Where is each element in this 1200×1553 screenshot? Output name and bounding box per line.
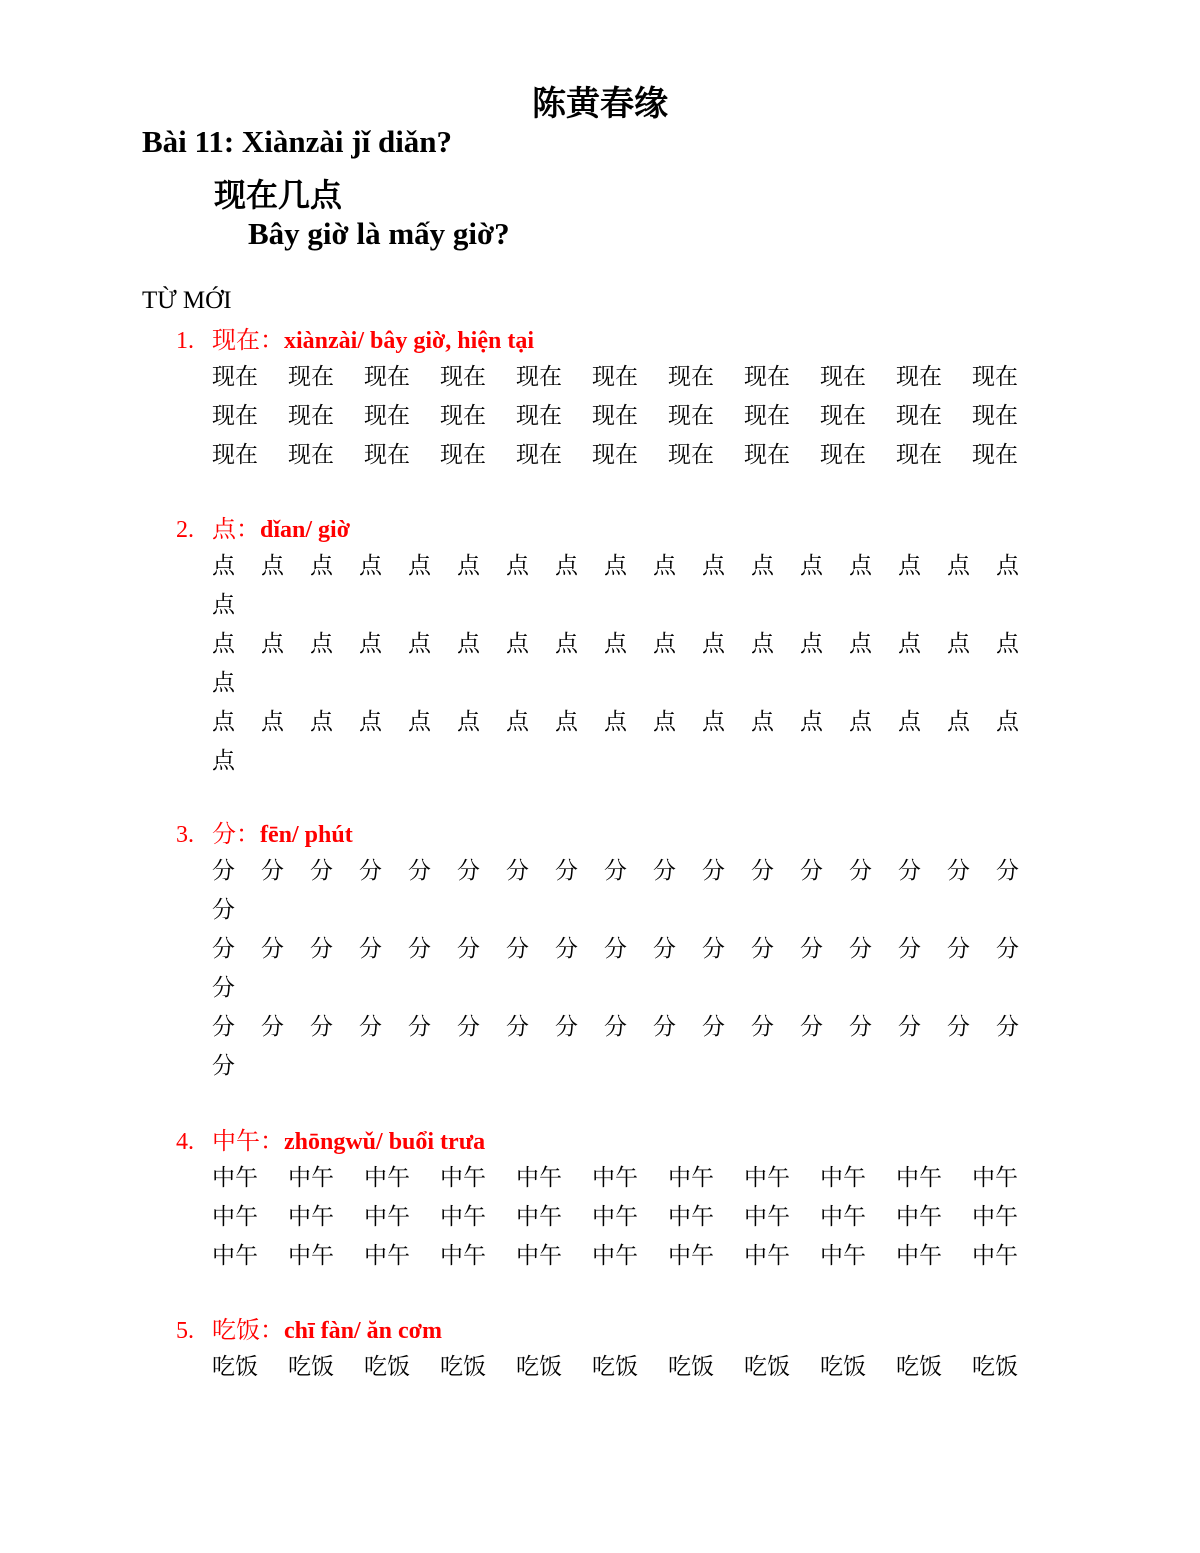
practice-character: 现在	[744, 364, 790, 390]
practice-character: 分	[261, 858, 284, 884]
practice-row	[212, 436, 1032, 475]
practice-character: 分	[212, 897, 235, 923]
practice-character: 吃饭	[972, 1354, 1018, 1380]
practice-row	[212, 358, 1032, 397]
vocab-gloss: zhōngwǔ/ buổi trưa	[284, 1129, 486, 1155]
practice-character: 分	[849, 1014, 872, 1040]
practice-row	[212, 547, 1032, 586]
practice-character: 分	[947, 858, 970, 884]
practice-character: 分	[555, 936, 578, 962]
practice-character: 分	[653, 1014, 676, 1040]
vocab-number: 1.	[176, 328, 194, 354]
practice-character: 分	[212, 858, 235, 884]
practice-character: 点	[212, 748, 235, 774]
practice-character: 中午	[668, 1165, 714, 1191]
practice-character: 点	[408, 553, 431, 579]
practice-character: 现在	[668, 442, 714, 468]
practice-character: 中午	[364, 1204, 410, 1230]
practice-row	[212, 1348, 1032, 1387]
practice-character: 点	[310, 631, 333, 657]
practice-grid	[212, 1159, 1032, 1276]
practice-character: 现在	[820, 364, 866, 390]
practice-character: 中午	[288, 1165, 334, 1191]
practice-character: 分	[947, 936, 970, 962]
practice-row	[212, 1047, 1032, 1086]
practice-character: 分	[702, 936, 725, 962]
practice-character: 分	[261, 1014, 284, 1040]
practice-character: 点	[261, 631, 284, 657]
practice-character: 分	[996, 936, 1019, 962]
practice-row	[212, 1159, 1032, 1198]
practice-character: 现在	[288, 403, 334, 429]
practice-character: 吃饭	[364, 1354, 410, 1380]
practice-character: 点	[849, 553, 872, 579]
practice-character: 现在	[364, 364, 410, 390]
practice-character: 分	[310, 858, 333, 884]
vocab-item	[176, 1123, 1032, 1276]
practice-character: 点	[261, 553, 284, 579]
practice-character: 分	[457, 936, 480, 962]
practice-character: 分	[457, 1014, 480, 1040]
practice-character: 点	[457, 709, 480, 735]
practice-character: 点	[212, 592, 235, 618]
practice-character: 现在	[896, 364, 942, 390]
practice-character: 现在	[288, 442, 334, 468]
practice-character: 现在	[212, 364, 258, 390]
vocab-hanzi: 吃饭：	[212, 1316, 284, 1344]
practice-character: 分	[800, 858, 823, 884]
vocab-number: 5.	[176, 1318, 194, 1344]
practice-character: 中午	[668, 1243, 714, 1269]
lesson-title: Bài 11: Xiànzài jǐ diǎn?	[142, 124, 453, 159]
practice-character: 点	[898, 631, 921, 657]
practice-character: 分	[702, 1014, 725, 1040]
practice-character: 分	[996, 858, 1019, 884]
practice-character: 点	[800, 631, 823, 657]
vocab-hanzi: 分：	[212, 820, 260, 848]
practice-character: 现在	[972, 442, 1018, 468]
practice-character: 现在	[212, 403, 258, 429]
practice-character: 点	[359, 631, 382, 657]
practice-row	[212, 397, 1032, 436]
practice-character: 中午	[972, 1243, 1018, 1269]
practice-character: 分	[947, 1014, 970, 1040]
practice-character: 现在	[516, 364, 562, 390]
practice-character: 分	[996, 1014, 1019, 1040]
practice-character: 现在	[820, 442, 866, 468]
practice-character: 点	[408, 631, 431, 657]
practice-row	[212, 742, 1032, 781]
practice-grid	[212, 852, 1032, 1086]
practice-row	[212, 586, 1032, 625]
practice-character: 点	[849, 709, 872, 735]
practice-character: 点	[849, 631, 872, 657]
practice-row	[212, 1237, 1032, 1276]
practice-character: 吃饭	[668, 1354, 714, 1380]
practice-character: 中午	[212, 1165, 258, 1191]
practice-character: 点	[996, 631, 1019, 657]
practice-character: 分	[702, 858, 725, 884]
vocab-number: 3.	[176, 822, 194, 848]
practice-character: 中午	[516, 1204, 562, 1230]
vocab-item	[176, 322, 1032, 475]
practice-character: 点	[653, 631, 676, 657]
practice-character: 中午	[744, 1165, 790, 1191]
practice-character: 现在	[212, 442, 258, 468]
practice-character: 现在	[440, 442, 486, 468]
vocab-item	[176, 816, 1032, 1086]
practice-character: 点	[653, 553, 676, 579]
practice-character: 现在	[668, 403, 714, 429]
practice-character: 分	[898, 936, 921, 962]
practice-row	[212, 930, 1032, 969]
practice-character: 分	[506, 936, 529, 962]
practice-grid	[212, 358, 1032, 475]
practice-character: 现在	[516, 442, 562, 468]
vocab-gloss: chī fàn/ ăn cơm	[284, 1318, 442, 1344]
practice-character: 点	[359, 553, 382, 579]
vocab-hanzi: 中午：	[212, 1127, 284, 1155]
practice-character: 分	[408, 936, 431, 962]
practice-row	[212, 664, 1032, 703]
practice-character: 中午	[212, 1204, 258, 1230]
practice-character: 点	[212, 670, 235, 696]
vocab-hanzi: 点：	[212, 515, 260, 543]
practice-character: 中午	[896, 1165, 942, 1191]
practice-character: 点	[261, 709, 284, 735]
practice-character: 分	[359, 1014, 382, 1040]
practice-character: 中午	[820, 1204, 866, 1230]
practice-character: 中午	[896, 1243, 942, 1269]
practice-character: 分	[359, 858, 382, 884]
practice-character: 中午	[972, 1204, 1018, 1230]
practice-character: 点	[604, 631, 627, 657]
practice-character: 分	[849, 936, 872, 962]
practice-character: 分	[653, 858, 676, 884]
practice-character: 现在	[440, 403, 486, 429]
practice-character: 吃饭	[440, 1354, 486, 1380]
practice-character: 点	[212, 553, 235, 579]
practice-character: 点	[996, 709, 1019, 735]
practice-character: 分	[604, 936, 627, 962]
practice-character: 点	[702, 709, 725, 735]
practice-character: 分	[800, 1014, 823, 1040]
practice-character: 分	[800, 936, 823, 962]
practice-character: 点	[947, 709, 970, 735]
practice-character: 分	[604, 1014, 627, 1040]
practice-character: 点	[506, 553, 529, 579]
practice-character: 点	[555, 631, 578, 657]
practice-character: 现在	[896, 442, 942, 468]
practice-character: 中午	[744, 1204, 790, 1230]
practice-character: 中午	[592, 1165, 638, 1191]
practice-character: 点	[947, 553, 970, 579]
practice-character: 点	[800, 709, 823, 735]
practice-character: 点	[800, 553, 823, 579]
practice-character: 分	[457, 858, 480, 884]
practice-character: 分	[359, 936, 382, 962]
practice-character: 中午	[592, 1243, 638, 1269]
practice-character: 吃饭	[820, 1354, 866, 1380]
practice-character: 吃饭	[516, 1354, 562, 1380]
vocab-item	[176, 511, 1032, 781]
practice-character: 中午	[440, 1165, 486, 1191]
vocab-gloss: dǐan/ giờ	[260, 517, 350, 543]
practice-character: 中午	[896, 1204, 942, 1230]
practice-character: 现在	[896, 403, 942, 429]
lesson-title-vietnamese: Bây giờ là mấy giờ?	[248, 216, 510, 251]
practice-character: 点	[310, 553, 333, 579]
practice-character: 中午	[820, 1243, 866, 1269]
practice-row	[212, 1008, 1032, 1047]
practice-character: 现在	[744, 442, 790, 468]
practice-character: 分	[555, 1014, 578, 1040]
practice-character: 现在	[288, 364, 334, 390]
practice-character: 分	[212, 975, 235, 1001]
practice-character: 现在	[668, 364, 714, 390]
practice-character: 现在	[592, 442, 638, 468]
practice-row	[212, 1198, 1032, 1237]
practice-character: 中午	[972, 1165, 1018, 1191]
practice-character: 点	[898, 709, 921, 735]
lesson-title-chinese: 现在几点	[214, 176, 343, 214]
practice-character: 吃饭	[212, 1354, 258, 1380]
practice-character: 现在	[972, 364, 1018, 390]
practice-character: 点	[751, 631, 774, 657]
practice-character: 点	[898, 553, 921, 579]
practice-character: 分	[408, 858, 431, 884]
practice-character: 吃饭	[896, 1354, 942, 1380]
practice-character: 分	[898, 858, 921, 884]
vocab-number: 2.	[176, 517, 194, 543]
practice-character: 点	[212, 709, 235, 735]
practice-grid	[212, 547, 1032, 781]
practice-row	[212, 625, 1032, 664]
practice-character: 分	[310, 1014, 333, 1040]
practice-character: 点	[604, 709, 627, 735]
vocab-heading	[176, 511, 1032, 547]
practice-character: 点	[702, 631, 725, 657]
practice-character: 现在	[364, 442, 410, 468]
practice-character: 点	[996, 553, 1019, 579]
practice-character: 现在	[440, 364, 486, 390]
practice-character: 中午	[744, 1243, 790, 1269]
practice-character: 点	[751, 709, 774, 735]
practice-character: 现在	[516, 403, 562, 429]
practice-character: 中午	[288, 1204, 334, 1230]
vocab-gloss: fēn/ phút	[260, 822, 353, 848]
practice-character: 分	[849, 858, 872, 884]
practice-character: 分	[261, 936, 284, 962]
practice-character: 中午	[440, 1243, 486, 1269]
practice-character: 现在	[972, 403, 1018, 429]
practice-character: 点	[359, 709, 382, 735]
practice-character: 分	[212, 1014, 235, 1040]
practice-character: 吃饭	[592, 1354, 638, 1380]
vocab-heading	[176, 322, 1032, 358]
practice-character: 分	[751, 858, 774, 884]
practice-character: 点	[751, 553, 774, 579]
practice-character: 分	[506, 858, 529, 884]
practice-character: 分	[898, 1014, 921, 1040]
practice-character: 现在	[592, 364, 638, 390]
practice-character: 点	[604, 553, 627, 579]
vocab-hanzi: 现在：	[212, 326, 284, 354]
practice-row	[212, 969, 1032, 1008]
section-label-new-words: TỪ MỚI	[142, 287, 232, 314]
practice-character: 分	[751, 1014, 774, 1040]
practice-character: 点	[555, 553, 578, 579]
practice-character: 中午	[212, 1243, 258, 1269]
practice-character: 点	[506, 631, 529, 657]
practice-character: 分	[212, 936, 235, 962]
practice-character: 点	[702, 553, 725, 579]
practice-character: 中午	[668, 1204, 714, 1230]
practice-character: 中午	[288, 1243, 334, 1269]
practice-character: 中午	[592, 1204, 638, 1230]
practice-character: 吃饭	[288, 1354, 334, 1380]
practice-character: 分	[408, 1014, 431, 1040]
practice-row	[212, 891, 1032, 930]
vocab-heading	[176, 1123, 1032, 1159]
practice-character: 点	[408, 709, 431, 735]
practice-character: 分	[212, 1053, 235, 1079]
practice-character: 中午	[440, 1204, 486, 1230]
vocab-item	[176, 1312, 1032, 1387]
practice-character: 现在	[364, 403, 410, 429]
practice-character: 点	[212, 631, 235, 657]
practice-grid	[212, 1348, 1032, 1387]
practice-character: 分	[555, 858, 578, 884]
practice-character: 点	[555, 709, 578, 735]
practice-character: 中午	[516, 1165, 562, 1191]
practice-character: 分	[604, 858, 627, 884]
practice-row	[212, 703, 1032, 742]
practice-character: 中午	[364, 1243, 410, 1269]
practice-character: 点	[457, 553, 480, 579]
practice-character: 分	[506, 1014, 529, 1040]
practice-row	[212, 852, 1032, 891]
practice-character: 现在	[592, 403, 638, 429]
practice-character: 现在	[820, 403, 866, 429]
vocab-heading	[176, 816, 1032, 852]
practice-character: 中午	[516, 1243, 562, 1269]
vocab-number: 4.	[176, 1129, 194, 1155]
practice-character: 点	[310, 709, 333, 735]
practice-character: 吃饭	[744, 1354, 790, 1380]
vocab-gloss: xiànzài/ bây giờ, hiện tại	[284, 328, 534, 354]
practice-character: 分	[653, 936, 676, 962]
practice-character: 现在	[744, 403, 790, 429]
page-title: 陈黄春缘	[532, 84, 668, 124]
practice-character: 分	[751, 936, 774, 962]
practice-character: 中午	[820, 1165, 866, 1191]
practice-character: 分	[310, 936, 333, 962]
practice-character: 点	[653, 709, 676, 735]
vocab-heading	[176, 1312, 1032, 1348]
practice-character: 点	[947, 631, 970, 657]
practice-character: 中午	[364, 1165, 410, 1191]
practice-character: 点	[457, 631, 480, 657]
practice-character: 点	[506, 709, 529, 735]
